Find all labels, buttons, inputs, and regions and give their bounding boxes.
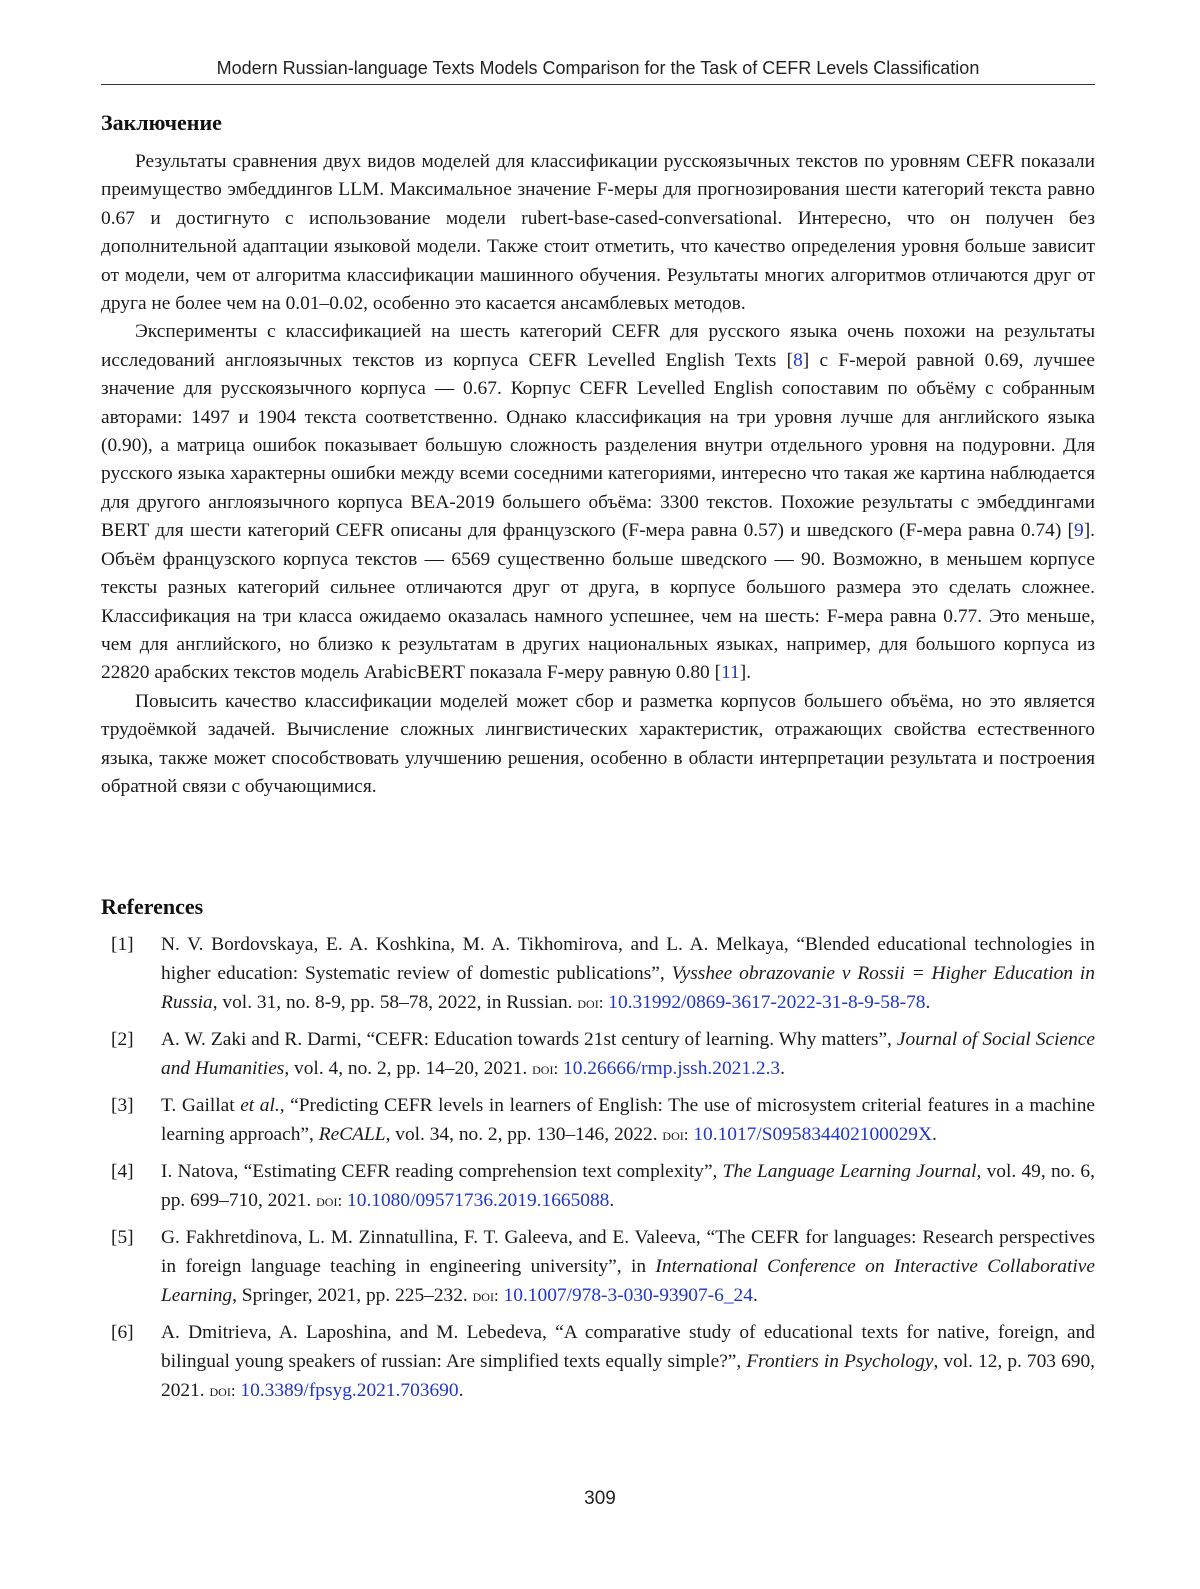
reference-text: , Springer, 2021, pp. 225–232.: [232, 1285, 473, 1306]
reference-text: , vol. 4, no. 2, pp. 14–20, 2021.: [284, 1058, 533, 1079]
conclusion-paragraph-3: Повысить качество классификации моделей может сбор и разметка корпусов большего объёма, но это является трудоёмкой задачей. Вычисление сложных лингвистических характеристик, отражающих свойства естественного языка, также может способствовать улучшению решения, особенно в области интерпретации результата и построения обратной связи с обучающимися.: [101, 690, 1095, 797]
doi-label: doi:: [472, 1286, 499, 1305]
reference-text: , vol. 12, p. 703 690, 2021.: [161, 1351, 1095, 1401]
doi-link[interactable]: 10.26666/rmp.jssh.2021.2.3: [563, 1058, 781, 1079]
reference-venue: Vysshee obrazovanie v Rossii = Higher Education in Russia: [161, 963, 1095, 1013]
citation-link[interactable]: 11: [721, 662, 740, 684]
reference-text: , vol. 34, no. 2, pp. 130–146, 2022.: [385, 1124, 663, 1145]
paragraph-text: ].: [739, 662, 752, 684]
doi-label: doi:: [209, 1381, 236, 1400]
conclusion-paragraph-1: Результаты сравнения двух видов моделей для классификации русскоязычных текстов по уровням CEFR показали преимущество эмбеддингов LLM. Максимальное значение F-меры для прогнозирования шести категорий текста равно 0.67 и достигнуто с использование модели rubert-base-cased-conversational. Интересно, что он получен без дополнительной адаптации языковой модели. Также стоит отметить, что качество определения уровня больше зависит от модели, чем от алгоритма классификации машинного обучения. Результаты многих алгоритмов отличаются друг от друга не более чем на 0.01–0.02, особенно это касается ансамблевых методов.: [101, 151, 1095, 315]
reference-text: A. W. Zaki and R. Darmi, “CEFR: Education towards 21st century of learning. Why matters”,: [161, 1029, 897, 1050]
reference-item: [3] T. Gaillat et al., “Predicting CEFR levels in learners of English: The use of microsystem criterial features in a machine learning approach”, ReCALL, vol. 34, no. 2, pp. 130–146, 2022. doi: 10.1017/S095834402100029X.: [101, 1091, 1095, 1149]
reference-number: [2]: [111, 1029, 134, 1050]
doi-link[interactable]: 10.31992/0869-3617-2022-31-8-9-58-78: [608, 992, 926, 1013]
paragraph-text: Эксперименты с классификацией на шесть категорий CEFR для русского языка очень похожи на результаты исследований англоязычных текстов из корпуса CEFR Levelled English Texts [: [101, 321, 1095, 371]
page-number: 309: [584, 1488, 616, 1509]
reference-item: [1] N. V. Bordovskaya, E. A. Koshkina, M. A. Tikhomirova, and L. A. Melkaya, “Blended educational technologies in higher education: Systematic review of domestic publications”, Vysshee obrazovanie v Rossii = Higher Education in Russia, vol. 31, no. 8-9, pp. 58–78, 2022, in Russian. doi: 10.31992/0869-3617-2022-31-8-9-58-78.: [101, 930, 1095, 1017]
doi-link[interactable]: 10.1007/978-3-030-93907-6_24: [503, 1285, 753, 1306]
reference-item: [2] A. W. Zaki and R. Darmi, “CEFR: Education towards 21st century of learning. Why matters”, Journal of Social Science and Humanities, vol. 4, no. 2, pp. 14–20, 2021. doi: 10.26666/rmp.jssh.2021.2.3.: [101, 1025, 1095, 1083]
reference-item: [5] G. Fakhretdinova, L. M. Zinnatullina, F. T. Galeeva, and E. Valeeva, “The CEFR for languages: Research perspectives in foreign language teaching in engineering university”, in International Conference on Interactive Collaborative Learning, Springer, 2021, pp. 225–232. doi: 10.1007/978-3-030-93907-6_24.: [101, 1223, 1095, 1310]
doi-label: doi:: [316, 1191, 343, 1210]
reference-text: T. Gaillat: [161, 1095, 241, 1116]
reference-text: , vol. 49, no. 6, pp. 699–710, 2021.: [161, 1161, 1095, 1211]
doi-link[interactable]: 10.3389/fpsyg.2021.703690: [240, 1380, 459, 1401]
reference-venue: The Language Learning Journal: [722, 1161, 977, 1182]
reference-etal: et al.: [240, 1095, 280, 1116]
reference-venue: Journal of Social Science and Humanities: [161, 1029, 1095, 1079]
doi-label: doi:: [577, 993, 604, 1012]
conclusion-paragraph-2: [101, 318, 1095, 687]
reference-text: , vol. 31, no. 8-9, pp. 58–78, 2022, in Russian.: [212, 992, 578, 1013]
conclusion-body: [101, 148, 1095, 801]
reference-text: G. Fakhretdinova, L. M. Zinnatullina, F. T. Galeeva, and E. Valeeva, “The CEFR for languages: Research perspectives in foreign language teaching in engineering university”, in: [161, 1227, 1095, 1277]
reference-text: , “Predicting CEFR levels in learners of English: The use of microsystem criterial features in a machine learning approach”,: [161, 1095, 1095, 1145]
reference-number: [5]: [111, 1227, 134, 1248]
paragraph-text: ] с F-мерой равной 0.69, лучшее значение для русскоязычного корпуса — 0.67. Корпус CEFR Levelled English сопоставим по объёму с собранным авторами: 1497 и 1904 текста соответственно. Однако классификация на три уровня лучше для английского языка (0.90), а матрица ошибок показывает большую сложность разделения внутри отдельного уровня на подуровни. Для русского языка характерны ошибки между всеми соседними категориями, интересно что такая же картина наблюдается для другого англоязычного корпуса BEA-2019 большего объёма: 3300 текстов. Похожие результаты с эмбеддингами BERT для шести категорий CEFR описаны для французского (F-мера равна 0.57) и шведского (F-мера равна 0.74) [: [101, 349, 1095, 542]
reference-number: [1]: [111, 934, 134, 955]
doi-label: doi:: [532, 1059, 559, 1078]
citation-link[interactable]: 8: [793, 349, 803, 371]
running-title: Modern Russian-language Texts Models Comparison for the Task of CEFR Levels Classification: [216, 58, 980, 78]
citation-link[interactable]: 9: [1073, 520, 1084, 542]
paragraph-text: ]. Объём французского корпуса текстов — 6569 существенно больше шведского — 90. Возможно, в меньшем корпусе тексты разных категорий сильнее отличаются друг от друга, в корпусе большого размера это сделать сложнее. Классификация на три класса ожидаемо оказалась намного успешнее, чем на шесть: F-мера равна 0.77. Это меньше, чем для английского, но близко к результатам в других национальных языках, например, для большого корпуса из 22820 арабских текстов модель ArabicBERT показала F-меру равную 0.80 [: [101, 520, 1095, 684]
reference-venue: Frontiers in Psychology: [746, 1351, 934, 1372]
reference-item: [4] I. Natova, “Estimating CEFR reading comprehension text complexity”, The Language Learning Journal, vol. 49, no. 6, pp. 699–710, 2021. doi: 10.1080/09571736.2019.1665088.: [101, 1157, 1095, 1215]
reference-venue: ReCALL: [318, 1124, 386, 1145]
reference-number: [3]: [111, 1095, 134, 1116]
doi-label: doi:: [662, 1125, 689, 1144]
doi-link[interactable]: 10.1017/S095834402100029X: [693, 1124, 932, 1145]
reference-number: [6]: [111, 1322, 134, 1343]
reference-number: [4]: [111, 1161, 134, 1182]
references-heading: References: [101, 894, 204, 919]
doi-link[interactable]: 10.1080/09571736.2019.1665088: [347, 1190, 610, 1211]
reference-text: I. Natova, “Estimating CEFR reading comprehension text complexity”,: [161, 1161, 723, 1182]
header-rule: [101, 84, 1095, 85]
reference-text: A. Dmitrieva, A. Laposhina, and M. Lebedeva, “A comparative study of educational texts for native, foreign, and bilingual young speakers of russian: Are simplified texts equally simple?”,: [161, 1322, 1095, 1372]
conclusion-heading: Заключение: [101, 110, 222, 135]
reference-text: N. V. Bordovskaya, E. A. Koshkina, M. A. Tikhomirova, and L. A. Melkaya, “Blended educational technologies in higher education: Systematic review of domestic publications”,: [161, 934, 1095, 984]
reference-list: [101, 930, 1095, 1413]
reference-venue: International Conference on Interactive Collaborative Learning: [161, 1256, 1095, 1306]
reference-item: [6] A. Dmitrieva, A. Laposhina, and M. Lebedeva, “A comparative study of educational texts for native, foreign, and bilingual young speakers of russian: Are simplified texts equally simple?”, Frontiers in Psychology, vol. 12, p. 703 690, 2021. doi: 10.3389/fpsyg.2021.703690.: [101, 1318, 1095, 1405]
